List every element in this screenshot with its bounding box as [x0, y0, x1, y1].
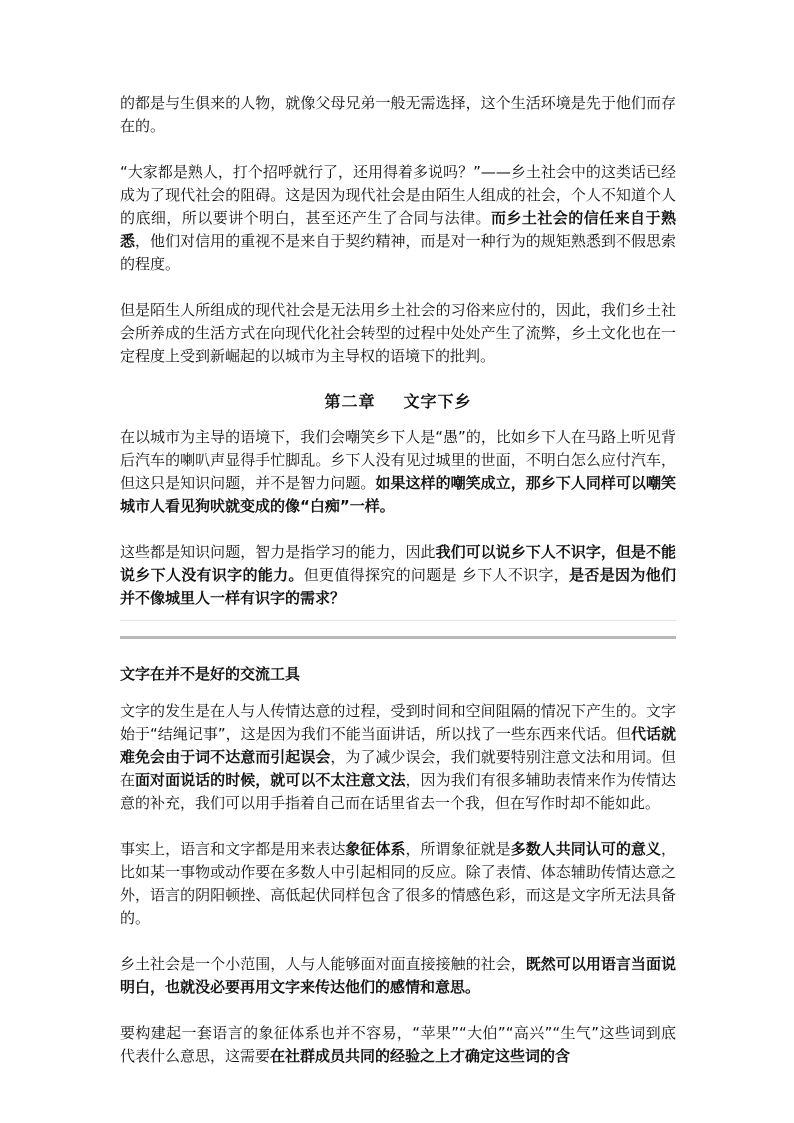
- paragraph-5: [120, 541, 676, 610]
- paragraph-2-text-a: “大家都是熟人，打个招呼就行了，还用得着多说吗？”——乡土社会中的这类话已经成为了现代社会的阻碍。这是因为现代社会是由陌生人组成的社会，个人不知道个人的底细，所以要讲个明白，甚至还产生了合同与法律。: [120, 163, 676, 227]
- paragraph-6-bold-b: 代话就难免会由于词不达意而引起误会: [120, 725, 676, 766]
- paragraph-7-bold-b: 象征体系: [345, 840, 406, 858]
- paragraph-8-text-a: 乡土社会是一个小范围，人与人能够面对面直接接触的社会，: [120, 955, 526, 973]
- chapter-name: 文字下乡: [403, 392, 472, 411]
- paragraph-7-text-a: 事实上，语言和文字都是用来表达: [120, 840, 346, 858]
- paragraph-4-bold-b: 如果这样的嘲笑成立，那乡下人同样可以嘲笑城市人看见狗吠就变成的像“白痴”一样。: [120, 474, 676, 515]
- paragraph-1-text: 的都是与生俱来的人物，就像父母兄弟一般无需选择，这个生活环境是先于他们而存在的。: [120, 94, 676, 135]
- paragraph-6: [120, 700, 676, 815]
- chapter-title: [120, 390, 676, 414]
- paragraph-9: [120, 1022, 676, 1068]
- paragraph-1: [120, 92, 676, 138]
- faint-separator: [120, 620, 676, 621]
- paragraph-8-bold-b: 既然可以用语言当面说明白，也就没必要再用文字来传达他们的感情和意思。: [120, 955, 676, 996]
- paragraph-6-text-e: ，因为我们有很多辅助表情来作为传情达意的补充，我们可以用手指着自己而在话里省去一个我，但在写作时却不能如此。: [120, 771, 676, 812]
- section-heading: 文字在并不是好的交流工具: [120, 665, 301, 683]
- paragraph-2: [120, 161, 676, 276]
- paragraph-5-bold-b: 我们可以说乡下人不识字，但是不能说乡下人没有识字的能力。: [120, 543, 676, 584]
- paragraph-8: [120, 953, 676, 999]
- paragraph-4-text-a: 在以城市为主导的语境下，我们会嘲笑乡下人是“愚”的，比如乡下人在马路上听见背后汽车的喇叭声显得手忙脚乱。乡下人没有见过城里的世面，不明白怎么应付汽车，但这只是知识问题，并不是智力问题。: [120, 428, 676, 492]
- paragraph-6-text-a: 文字的发生是在人与人传情达意的过程，受到时间和空间阻隔的情况下产生的。文字始于“结绳记事”，这是因为我们不能当面讲话，所以找了一些东西来代话。但: [120, 702, 676, 743]
- paragraph-6-text-c: ，为了减少误会，我们就要特别注意文法和用词。但在: [120, 748, 676, 789]
- paragraph-9-bold-b: 在社群成员共同的经验之上才确定这些词的含: [270, 1047, 571, 1065]
- document-content: [120, 92, 676, 1068]
- paragraph-7-bold-d: 多数人共同认可的意义: [510, 840, 661, 858]
- paragraph-5-bold-d: 是否是因为他们并不像城里人一样有识字的需求？: [120, 566, 676, 607]
- paragraph-5-text-c: 但更值得探究的问题是 乡下人不识字，: [303, 566, 570, 584]
- paragraph-5-text-a: 这些都是知识问题，智力是指学习的能力，因此: [120, 543, 436, 561]
- paragraph-2-bold-b: 而乡土社会的信任来自于熟悉: [120, 209, 676, 250]
- paragraph-7: [120, 838, 676, 930]
- paragraph-3-text: 但是陌生人所组成的现代社会是无法用乡土社会的习俗来应付的，因此，我们乡土社会所养成的生活方式在向现代化社会转型的过程中处处产生了流弊，乡土文化也在一定程度上受到新崛起的以城市为主导权的语境下的批判。: [120, 301, 676, 365]
- chapter-number: 第二章: [324, 392, 376, 411]
- paragraph-6-bold-d: 面对面说话的时候，就可以不太注意文法: [135, 771, 406, 789]
- paragraph-9-text-a: 要构建起一套语言的象征体系也并不容易，“苹果”“大伯”“高兴”“生气”这些词到底代表什么意思，这需要: [120, 1024, 676, 1065]
- paragraph-7-text-e: ，比如某一事物或动作要在多数人中引起相同的反应。除了表情、体态辅助传情达意之外，语言的阴阳顿挫、高低起伏同样包含了很多的情感色彩，而这是文字所无法具备的。: [120, 840, 676, 927]
- paragraph-7-text-c: ，所谓象征就是: [405, 840, 511, 858]
- paragraph-2-text-c: ，他们对信用的重视不是来自于契约精神，而是对一种行为的规矩熟悉到不假思索的程度。: [120, 232, 676, 273]
- paragraph-3: [120, 299, 676, 368]
- paragraph-4: [120, 426, 676, 518]
- section-divider: [120, 636, 676, 639]
